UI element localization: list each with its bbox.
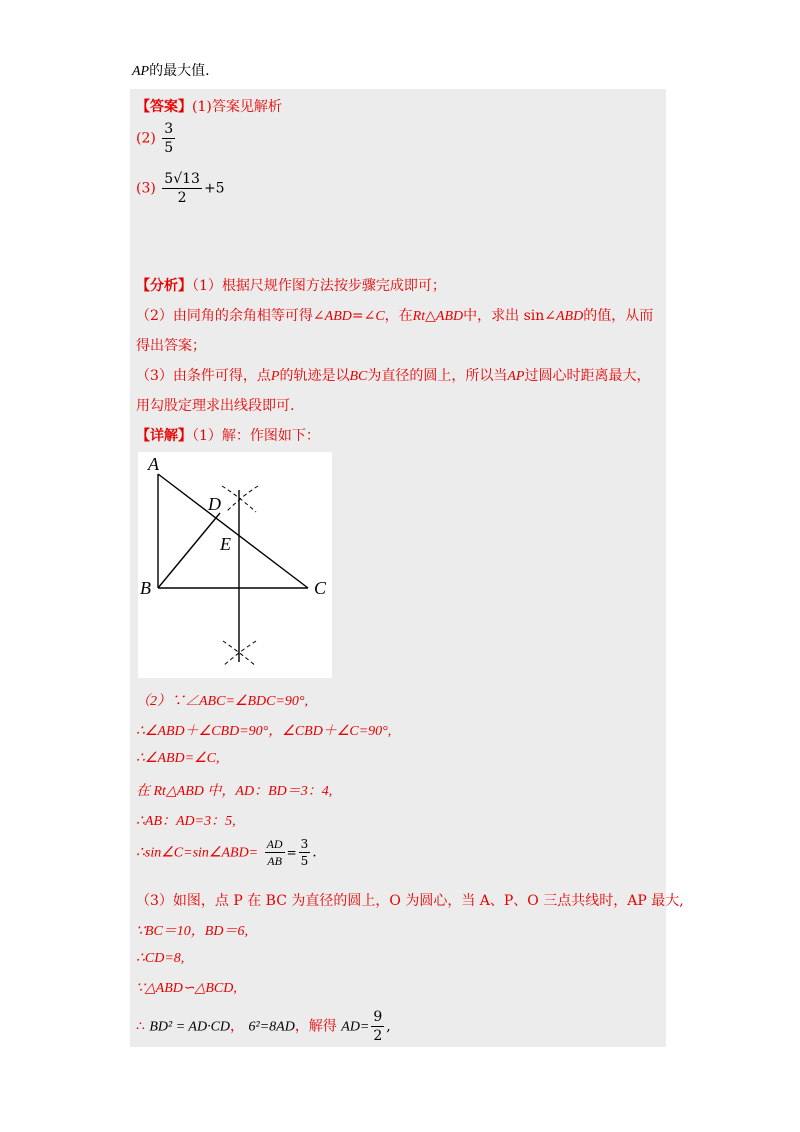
detail-3-line-2: ∵BC＝10，BD＝6, [136, 924, 248, 939]
detail-3-line-5 [136, 1010, 391, 1043]
sin-fraction-ad-ab [265, 838, 285, 867]
figure-svg [138, 452, 332, 678]
answer-2-fraction [162, 122, 175, 155]
a2i: 中，求出 sin∠ [463, 308, 556, 324]
a4d: BC [349, 369, 368, 384]
analysis-line-2 [136, 305, 653, 325]
answer-3-num: 5√13 [164, 171, 200, 187]
a4g: 过圆心时距离最大， [524, 368, 651, 384]
analysis-line-4 [136, 365, 650, 385]
therefore-symbol: ∴ [136, 1018, 145, 1035]
a4c: 的轨迹是以 [279, 368, 350, 384]
analysis-line-3: 得出答案； [136, 338, 206, 354]
answer-3-tail: +5 [203, 180, 225, 197]
a4f: AP [507, 369, 525, 384]
a2f: Rt [412, 309, 426, 324]
a2j: ABD [555, 309, 584, 324]
sin-eq: = [286, 845, 297, 860]
analysis-line-5: 用勾股定理求出线段即可. [136, 398, 295, 414]
sin-frac-den: AB [267, 854, 282, 868]
ad-num: 9 [373, 1009, 383, 1025]
answer-3-prefix: (3) [136, 180, 156, 197]
answer-3 [136, 172, 225, 205]
a2g: △ [425, 308, 436, 324]
detail-3-line-4: ∵△ABD∽△BCD, [136, 981, 237, 996]
label-b: B [140, 578, 151, 598]
detail-2-line-5: ∴AB：AD=3：5, [136, 814, 236, 829]
detail-3-line-1: （3）如图，点 P 在 BC 为直径的圆上，O 为圆心，当 A、P、O 三点共线时，AP 最大, [136, 893, 684, 909]
detail-2-line-2: ∴∠ABD＋∠CBD=90°，∠CBD＋∠C=90°, [136, 724, 392, 739]
a2k: 的值，从而 [583, 308, 654, 324]
label-a: A [148, 454, 159, 474]
answer-bracket: 【答案】 [136, 99, 192, 115]
analysis-line-1 [136, 275, 446, 295]
answer-3-fraction [162, 172, 202, 205]
a4e: 为直径的圆上，所以当 [367, 368, 508, 384]
a2h: ABD [435, 309, 464, 324]
analysis-1: （1）根据尺规作图方法按步骤完成即可； [192, 278, 446, 294]
label-e: E [220, 534, 231, 554]
eq-six-squared: 6²=8AD [248, 1019, 295, 1035]
intro-line [132, 60, 210, 80]
detail-2-line-1: （2）∵∠ABC=∠BDC=90°, [136, 694, 308, 709]
triangle-construction-figure [138, 452, 332, 678]
answer-2 [136, 122, 177, 155]
sin-frac-num: AD [266, 837, 283, 851]
intro-text: 的最大值. [149, 63, 210, 79]
label-d: D [208, 494, 221, 514]
arc-top-right [226, 486, 258, 512]
analysis-bracket: 【分析】 [136, 278, 192, 294]
detail-1: （1）解：作图如下： [192, 428, 320, 444]
answer-2-num: 3 [164, 121, 174, 137]
segment-ac [158, 474, 308, 588]
ad-fraction [371, 1010, 384, 1043]
sin-prefix: ∴sin∠C=sin∠ABD= [136, 845, 259, 861]
detail-2-line-3: ∴∠ABD=∠C, [136, 751, 220, 766]
ad-den: 2 [373, 1028, 383, 1044]
detail-2-line-4: 在 Rt△ABD 中，AD：BD＝3：4, [136, 784, 333, 799]
answer-3-den: 2 [177, 190, 187, 206]
a2c: =∠ [351, 308, 376, 324]
answer-2-prefix: (2) [136, 130, 156, 147]
a4a: （3）由条件可得，点 [136, 368, 271, 384]
a2d: C [375, 309, 385, 324]
label-c: C [314, 578, 327, 598]
detail-3-line-3: ∴CD=8, [136, 951, 185, 966]
sin-val-den: 5 [300, 854, 309, 868]
answer-1: (1)答案见解析 [192, 99, 282, 115]
eq-bd-squared: BD² = AD·CD [149, 1019, 231, 1035]
sin-fraction-value [299, 838, 311, 867]
a2b: ABD [324, 309, 352, 324]
a2e: ，在 [384, 308, 413, 324]
detail-bracket: 【详解】 [136, 428, 192, 444]
eq-sep: ， [230, 1018, 245, 1035]
intro-var: AP [132, 64, 150, 79]
a4b: P [270, 369, 280, 384]
sin-val-num: 3 [300, 837, 309, 851]
segment-bd [158, 513, 220, 588]
solve-text: ，解得 [294, 1018, 337, 1035]
answer-heading [136, 96, 282, 116]
ad-var: AD= [341, 1019, 370, 1035]
ad-end: , [386, 1018, 391, 1035]
a2a: （2）由同角的余角相等可得∠ [136, 308, 325, 324]
sin-end: . [312, 844, 317, 861]
detail-line-1 [136, 425, 320, 445]
answer-2-den: 5 [164, 140, 174, 156]
detail-2-line-6 [136, 838, 317, 867]
